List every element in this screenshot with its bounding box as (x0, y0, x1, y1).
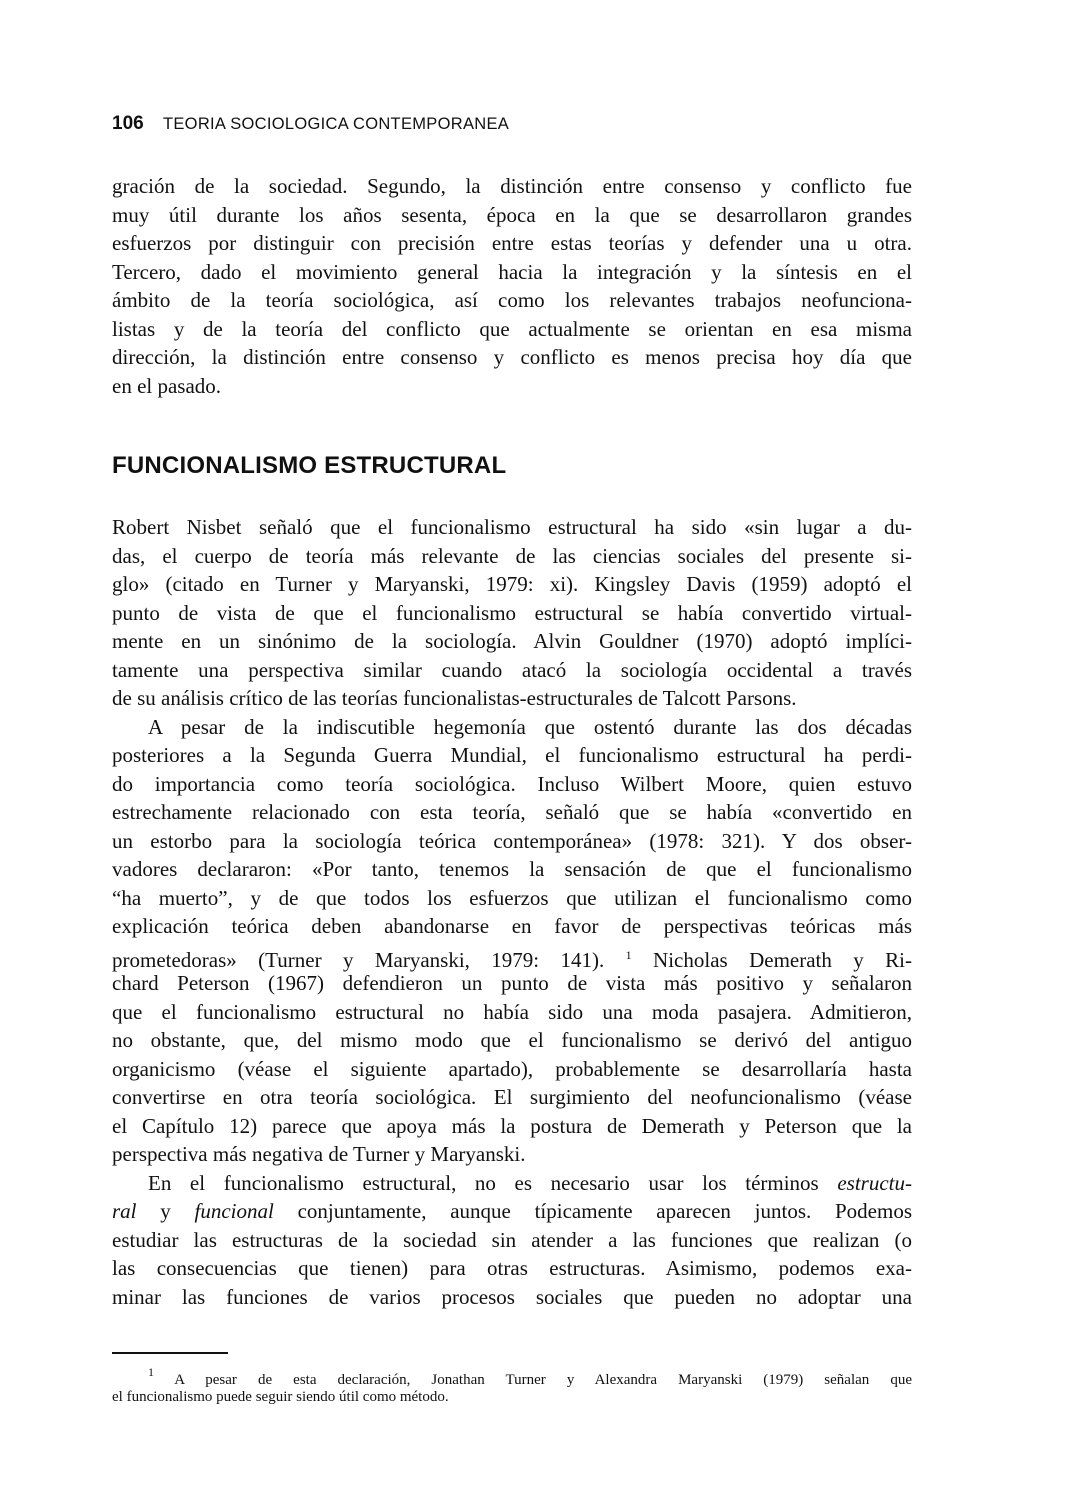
text-line: A pesar de la indiscutible hegemonía que ostentó durante las dos décadas (148, 714, 912, 739)
text-line: do importancia como teoría sociológica. Incluso Wilbert Moore, quien estuvo (112, 771, 912, 796)
section-body (112, 513, 912, 1311)
text-line: ámbito de la teoría sociológica, así como los relevantes trabajos neofunciona- (112, 288, 912, 312)
text-line: listas y de la teoría del conflicto que actualmente se orientan en esa misma (112, 316, 912, 341)
page-number: 106 (112, 113, 144, 134)
text-line: convertirse en otra teoría sociológica. El surgimiento del neofuncionalismo (véase (112, 1085, 912, 1109)
text-line: no obstante, que, del mismo modo que el funcionalismo se derivó del antiguo (112, 1028, 912, 1052)
text-line (112, 941, 912, 970)
text-line: organicismo (véase el siguiente apartado), probablemente se desarrollaría hasta (112, 1056, 912, 1081)
footnote (112, 1360, 912, 1410)
text-line: en el pasado. (112, 373, 222, 398)
text-segment: y (136, 1199, 195, 1223)
text-line: tamente una perspectiva similar cuando atacó la sociología occidental a través (112, 657, 912, 682)
text-line: “ha muerto”, y de que todos los esfuerzos que utilizan el funcionalismo como (112, 885, 912, 910)
text-line: que el funcionalismo estructural no había sido una moda pasajera. Admitieron, (112, 999, 912, 1024)
italic-term: ral (112, 1199, 137, 1223)
footnote-marker: 1 (625, 947, 632, 962)
text-segment: Nicholas Demerath y Ri- (631, 947, 912, 972)
text-line: explicación teórica deben abandonarse en favor de perspectivas teóricas más (112, 914, 912, 938)
footnote-divider (112, 1352, 228, 1354)
italic-term: estructu- (837, 1170, 912, 1195)
text-line (112, 1197, 912, 1226)
text-segment: A pesar de esta declaración, Jonathan Turner y Alexandra Maryanski (1979) señalan que (154, 1372, 912, 1388)
italic-term: funcional (194, 1199, 274, 1223)
text-line (112, 1169, 912, 1198)
text-line: gración de la sociedad. Segundo, la distinción entre consenso y conflicto fue (112, 174, 912, 198)
text-line: Robert Nisbet señaló que el funcionalismo estructural ha sido «sin lugar a du- (112, 515, 912, 539)
text-line: glo» (citado en Turner y Maryanski, 1979: xi). Kingsley Davis (1959) adoptó el (112, 572, 912, 596)
running-title: TEORIA SOCIOLOGICA CONTEMPORANEA (163, 115, 510, 133)
text-line: dirección, la distinción entre consenso y conflicto es menos precisa hoy día que (112, 345, 912, 369)
text-line (112, 1360, 912, 1388)
text-line: das, el cuerpo de teoría más relevante de las ciencias sociales del presente si- (112, 543, 912, 568)
text-line: vadores declararon: «Por tanto, tenemos la sensación de que el funcionalismo (112, 857, 912, 881)
text-line: minar las funciones de varios procesos sociales que pueden no adoptar una (112, 1284, 912, 1309)
intro-paragraph (112, 172, 912, 400)
text-line: perspectiva más negativa de Turner y Maryanski. (112, 1142, 526, 1166)
text-segment: conjuntamente, aunque típicamente aparecen juntos. Podemos (273, 1199, 912, 1223)
text-line: punto de vista de que el funcionalismo estructural se había convertido virtual- (112, 600, 912, 625)
text-line: posteriores a la Segunda Guerra Mundial, el funcionalismo estructural ha perdi- (112, 743, 912, 767)
text-line: estudiar las estructuras de la sociedad sin atender a las funciones que realizan (o (112, 1227, 912, 1252)
text-line: Tercero, dado el movimiento general hacia la integración y la síntesis en el (112, 259, 912, 284)
text-segment: En el funcionalismo estructural, no es necesario usar los términos (148, 1170, 838, 1195)
text-line: estrechamente relacionado con esta teoría, señaló que se había «convertido en (112, 800, 912, 824)
text-line: el funcionalismo puede seguir siendo útil como método. (112, 1389, 449, 1405)
text-line: chard Peterson (1967) defendieron un punto de vista más positivo y señalaron (112, 971, 912, 995)
text-line: esfuerzos por distinguir con precisión entre estas teorías y defender una u otra. (112, 231, 912, 255)
footnote-marker: 1 (148, 1365, 154, 1379)
running-header (112, 113, 509, 135)
text-line: de su análisis crítico de las teorías funcionalistas-estructurales de Talcott Parsons. (112, 686, 797, 710)
section-heading: FUNCIONALISMO ESTRUCTURAL (112, 452, 507, 479)
text-line: muy útil durante los años sesenta, época en la que se desarrollaron grandes (112, 202, 912, 227)
text-line: un estorbo para la sociología teórica contemporánea» (1978: 321). Y dos obser- (112, 828, 912, 853)
text-line: mente en un sinónimo de la sociología. Alvin Gouldner (1970) adoptó implíci- (112, 629, 912, 653)
text-line: el Capítulo 12) parece que apoya más la postura de Demerath y Peterson que la (112, 1113, 912, 1138)
text-line: las consecuencias que tienen) para otras estructuras. Asimismo, podemos exa- (112, 1256, 912, 1280)
text-segment: prometedoras» (Turner y Maryanski, 1979: 141). (112, 947, 626, 972)
